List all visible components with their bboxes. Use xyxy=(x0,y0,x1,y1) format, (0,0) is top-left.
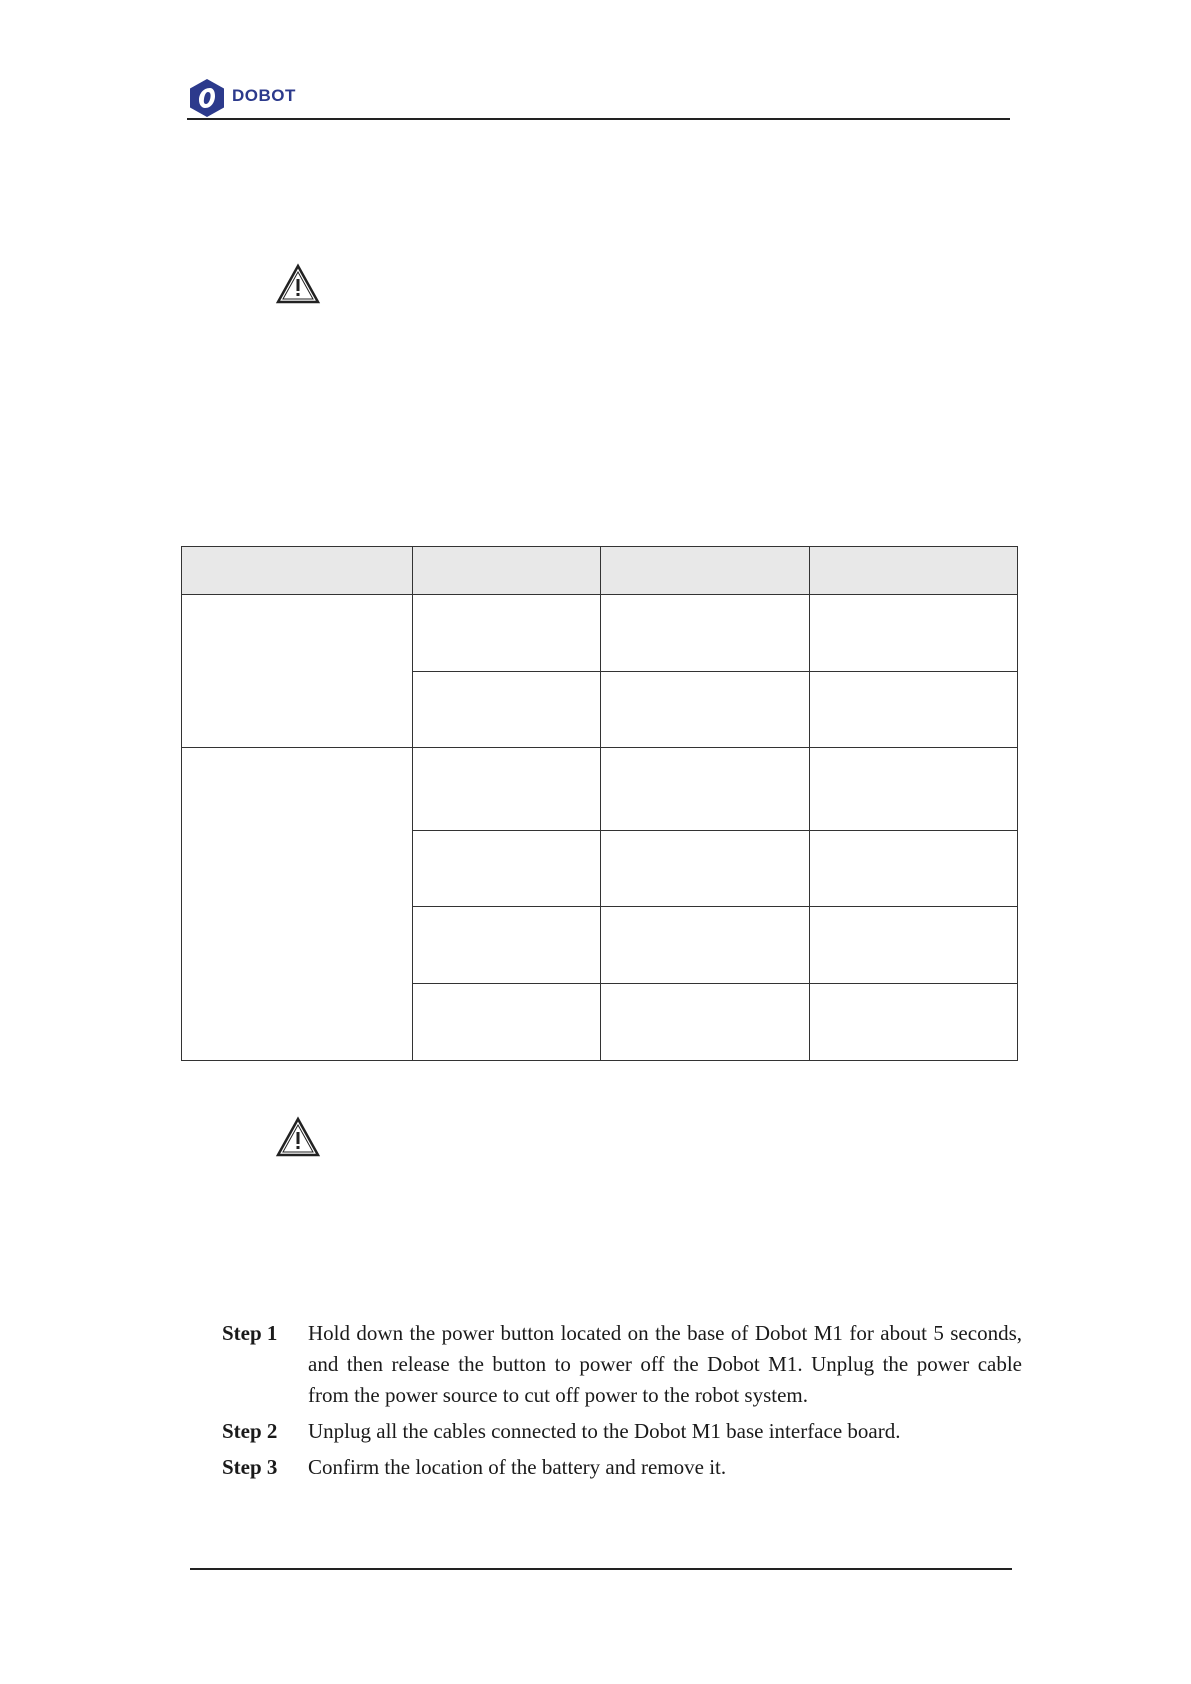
table-cell xyxy=(810,748,1018,831)
table-cell xyxy=(601,984,810,1061)
header-divider xyxy=(187,118,1010,120)
step-item xyxy=(222,1416,1022,1447)
table-header-cell xyxy=(601,547,810,595)
table-header-row xyxy=(182,547,1018,595)
table-cell xyxy=(413,595,601,672)
table-header-cell xyxy=(810,547,1018,595)
brand-name: DOBOT xyxy=(232,86,296,105)
step-item xyxy=(222,1452,1022,1483)
table-cell xyxy=(810,907,1018,984)
table-cell xyxy=(810,831,1018,907)
table-cell xyxy=(413,672,601,748)
table-cell xyxy=(601,907,810,984)
table-cell xyxy=(413,831,601,907)
step-item xyxy=(222,1318,1022,1411)
table-group-cell xyxy=(182,748,413,1061)
footer-divider xyxy=(190,1568,1012,1570)
table-cell xyxy=(810,672,1018,748)
table-cell xyxy=(810,984,1018,1061)
warning-triangle-icon xyxy=(275,1116,321,1158)
table-cell xyxy=(810,595,1018,672)
table-cell xyxy=(413,748,601,831)
table-header-cell xyxy=(182,547,413,595)
spec-table xyxy=(181,546,1018,1061)
table-header-cell xyxy=(413,547,601,595)
table-cell xyxy=(413,984,601,1061)
table-cell xyxy=(601,748,810,831)
table-cell xyxy=(601,595,810,672)
dobot-logo xyxy=(188,78,226,118)
step-label: Step 2 xyxy=(222,1419,278,1443)
step-text: Confirm the location of the battery and remove it. xyxy=(308,1455,727,1479)
table-row xyxy=(182,748,1018,831)
step-label: Step 1 xyxy=(222,1321,278,1345)
table-cell xyxy=(601,672,810,748)
step-text: Unplug all the cables connected to the Dobot M1 base interface board. xyxy=(308,1419,901,1443)
procedure-steps xyxy=(222,1318,1022,1488)
step-label: Step 3 xyxy=(222,1455,278,1479)
table-cell xyxy=(413,907,601,984)
table-row xyxy=(182,595,1018,672)
step-text: Hold down the power button located on the base of Dobot M1 for about 5 seconds, and then release the button to power off the Dobot M1. Unplug the power cable from the power source to cut off power to the robot system. xyxy=(308,1321,1022,1407)
table-cell xyxy=(601,831,810,907)
table-group-cell xyxy=(182,595,413,748)
warning-triangle-icon xyxy=(275,263,321,305)
